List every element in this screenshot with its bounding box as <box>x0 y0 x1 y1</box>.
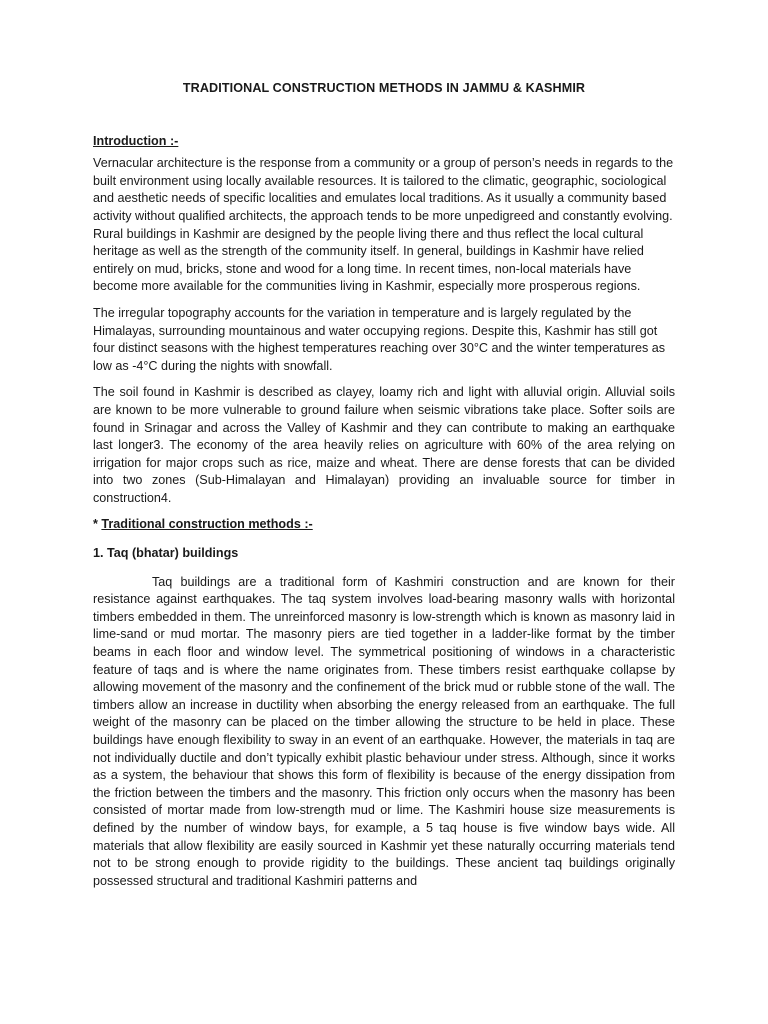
taq-buildings-heading: 1. Taq (bhatar) buildings <box>93 546 239 561</box>
introduction-heading: Introduction :- <box>93 133 179 148</box>
paragraph-soil: The soil found in Kashmir is described as clayey, loamy rich and light with alluvial origin. Alluvial soils are known to be more vulnerable to ground failure when seismic vibrations take place. Softer soils are found in Srinagar and across the Valley of Kashmir and they can contribute to making an earthquake last longer3. The economy of the area heavily relies on agriculture with 60% of the area relying on irrigation for major crops such as rice, maize and wheat. There are dense forests that can be divided into two zones (Sub-Himalayan and Himalayan) providing an invaluable source for timber in construction4. <box>93 385 675 505</box>
document-title: TRADITIONAL CONSTRUCTION METHODS IN JAMMU & KASHMIR <box>182 81 586 95</box>
paragraph-taq: Taq buildings are a traditional form of Kashmiri construction and are known for their resistance against earthquakes. The taq system involves load-bearing masonry walls with horizontal timbers embedded in them. The unreinforced masonry is low-strength which is known as masonry laid in lime-sand or mud mortar. The masonry piers are tied together in a ladder-like format by the timber beams in each floor and window level. The symmetrical positioning of windows in a characteristic feature of taqs and is where the name originates from. These timbers resist earthquake collapse by allowing movement of the masonry and the confinement of the brick mud or rubble stone of the wall. The timbers allow an increase in ductility when absorbing the energy released from an earthquake. The full weight of the masonry can be placed on the timber allowing the structure to be held in place. These buildings have enough flexibility to sway in an event of an earthquake. However, the materials in taq are not individually ductile and don’t typically exhibit plastic behaviour under stress. Although, since it works as a system, the behaviour that shows this form of flexibility is because of the energy dissipation from the friction between the timbers and the masonry. This friction only occurs when the masonry has been consisted of mortar made from low-strength mud or lime. The Kashmiri house size measurements is defined by the number of window bays, for example, a 5 taq house is five window bays wide. All materials that allow flexibility are easily sourced in Kashmir yet these naturally occurring materials tend not to be strong enough to provide rigidity to the buildings. These ancient taq buildings originally possessed structural and traditional Kashmiri patterns and <box>93 574 675 888</box>
methods-heading <box>93 516 675 534</box>
paragraph-vernacular: Vernacular architecture is the response from a community or a group of person’s needs in regards to the built environment using locally available resources. It is tailored to the climatic, geographic, sociological and aesthetic needs of specific localities and emulates local traditions. As it usually a community based activity without qualified architects, the approach tends to be more unpedigreed and constantly evolving. Rural buildings in Kashmir are designed by the people living there and thus reflect the local cultural heritage as well as the strength of the community itself. In general, buildings in Kashmir have relied entirely on mud, bricks, stone and wood for a long time. In recent times, non-local materials have become more available for the communities living in Kashmir, especially more prosperous regions. <box>93 156 674 294</box>
document-page <box>93 80 675 899</box>
methods-bullet: * <box>93 517 102 532</box>
methods-heading-text: Traditional construction methods :- <box>101 517 313 532</box>
paragraph-topography: The irregular topography accounts for the variation in temperature and is largely regulated by the Himalayas, surrounding mountainous and water occupying regions. Despite this, Kashmir has still got four distinct seasons with the highest temperatures reaching over 30°C and the winter temperatures as low as -4°C during the nights with snowfall. <box>93 305 666 373</box>
